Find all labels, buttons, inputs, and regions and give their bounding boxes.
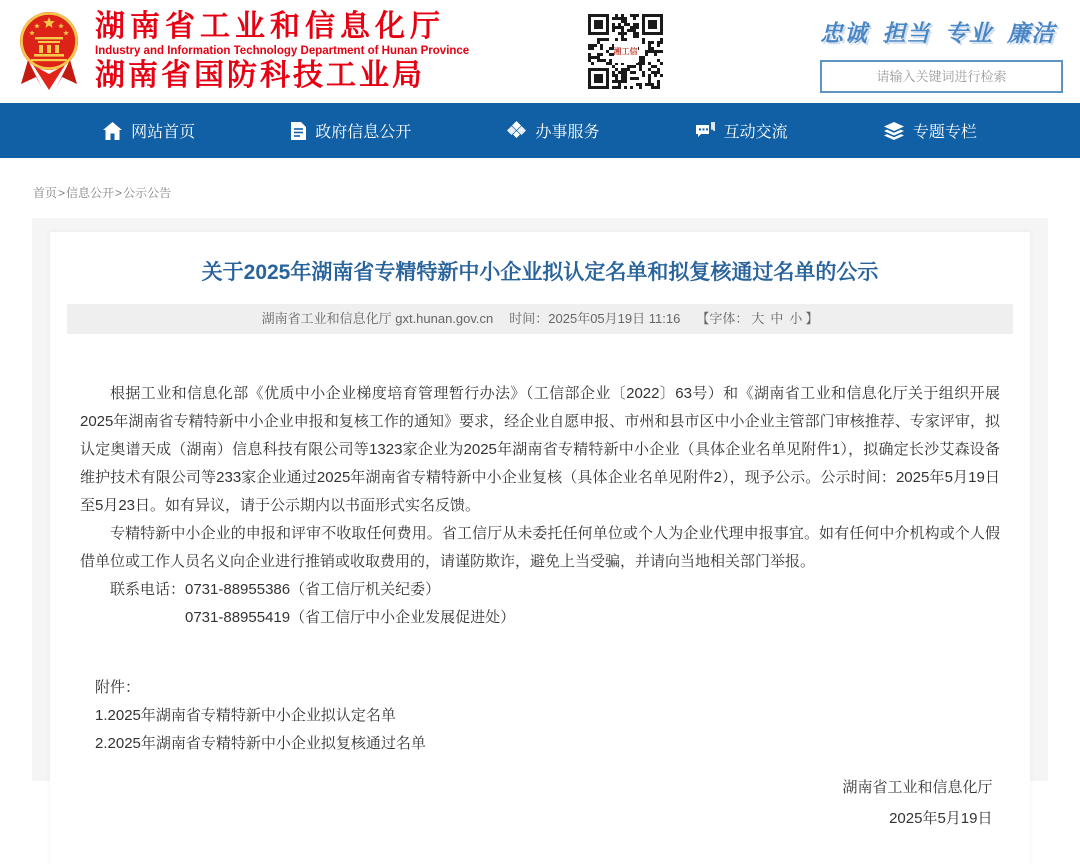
home-icon (103, 122, 122, 140)
nav-item-gov-info[interactable] (291, 119, 411, 142)
breadcrumb (0, 158, 1080, 218)
breadcrumb-home[interactable]: 首页 (33, 186, 58, 200)
article-source: 湖南省工业和信息化厅 gxt.hunan.gov.cn (261, 311, 494, 326)
service-icon (507, 121, 526, 140)
search-input[interactable] (820, 60, 1063, 93)
contact-phone-1: 联系电话：0731-88955386（省工信厅机关纪委） (110, 581, 441, 598)
signature-date: 2025年5月19日 (889, 810, 993, 827)
org-name-block (95, 9, 469, 93)
document-icon (291, 122, 306, 140)
font-size-medium-button[interactable]: 中 (770, 311, 784, 326)
nav-item-special-columns[interactable] (884, 119, 977, 142)
attachments-section (95, 674, 1000, 758)
qr-code (588, 14, 663, 89)
contact-phone-2: 0731-88955419（省工信厅中小企业发展促进处） (185, 609, 516, 626)
signature-block (80, 772, 993, 834)
content-wrapper (32, 218, 1048, 827)
slogan-text: 忠诚 担当 专业 廉洁 (820, 20, 1056, 46)
nav-item-home[interactable] (103, 119, 195, 142)
attachment-link-1[interactable]: 1.2025年湖南省专精特新中小企业拟认定名单 (95, 707, 396, 724)
org-name-cn: 湖南省工业和信息化厅 (95, 10, 445, 43)
site-header (0, 0, 1080, 103)
article-meta-bar (67, 304, 1013, 334)
chat-icon (696, 122, 715, 140)
main-nav (0, 103, 1080, 158)
page-title: 关于2025年湖南省专精特新中小企业拟认定名单和拟复核通过名单的公示 (201, 261, 879, 284)
breadcrumb-separator: > (115, 186, 123, 200)
article-card (50, 232, 1030, 864)
national-emblem-icon (18, 10, 80, 94)
breadcrumb-info-disclosure[interactable]: 信息公开 (66, 186, 115, 200)
nav-label: 互动交流 (723, 124, 788, 141)
font-size-prefix: 【字体： (696, 311, 749, 326)
attachments-label: 附件： (95, 679, 141, 696)
nav-item-services[interactable] (507, 119, 599, 142)
header-right (820, 15, 1063, 93)
paragraph: 专精特新中小企业的申报和评审不收取任何费用。省工信厅从未委托任何单位或个人为企业代理申报事宜。如有任何中介机构或个人假借单位或工作人员名义向企业进行推销或收取费用的，请谨防欺诈，避免上当受骗，并请向当地相关部门举报。 (80, 525, 1000, 570)
nav-label: 专题专栏 (912, 124, 977, 141)
org-name-cn2: 湖南省国防科技工业局 (95, 59, 425, 92)
nav-label: 政府信息公开 (315, 124, 412, 141)
nav-label: 办事服务 (535, 124, 600, 141)
nav-label: 网站首页 (131, 124, 196, 141)
font-size-large-button[interactable]: 大 (751, 311, 765, 326)
org-name-en: Industry and Information Technology Department of Hunan Province (95, 45, 470, 57)
nav-item-interaction[interactable] (696, 119, 788, 142)
signature-org: 湖南省工业和信息化厅 (842, 779, 993, 796)
qr-center-label: 湘工信 (614, 41, 638, 63)
article-body (67, 380, 1013, 834)
font-size-small-button[interactable]: 小 (789, 311, 803, 326)
breadcrumb-current: 公示公告 (123, 186, 172, 200)
font-size-suffix: 】 (805, 311, 819, 326)
attachment-link-2[interactable]: 2.2025年湖南省专精特新中小企业拟复核通过名单 (95, 735, 426, 752)
paragraph: 根据工业和信息化部《优质中小企业梯度培育管理暂行办法》（工信部企业〔2022〕63号）和《湖南省工业和信息化厅关于组织开展2025年湖南省专精特新中小企业申报和复核工作的通知》要求，经企业自愿申报、市州和县市区中小企业主管部门审核推荐、专家评审，拟认定奥谱天成（湖南）信息科技有限公司等1323家企业为2025年湖南省专精特新中小企业（具体企业名单见附件1），拟确定长沙艾森设备维护技术有限公司等233家企业通过2025年湖南省专精特新中小企业复核（具体企业名单见附件2），现予公示。公示时间：2025年5月19日至5月23日。如有异议，请于公示期内以书面形式实名反馈。 (80, 385, 1000, 514)
breadcrumb-separator: > (58, 186, 66, 200)
layers-icon (884, 122, 904, 140)
article-time: 时间：2025年05月19日 11:16 (509, 311, 681, 326)
